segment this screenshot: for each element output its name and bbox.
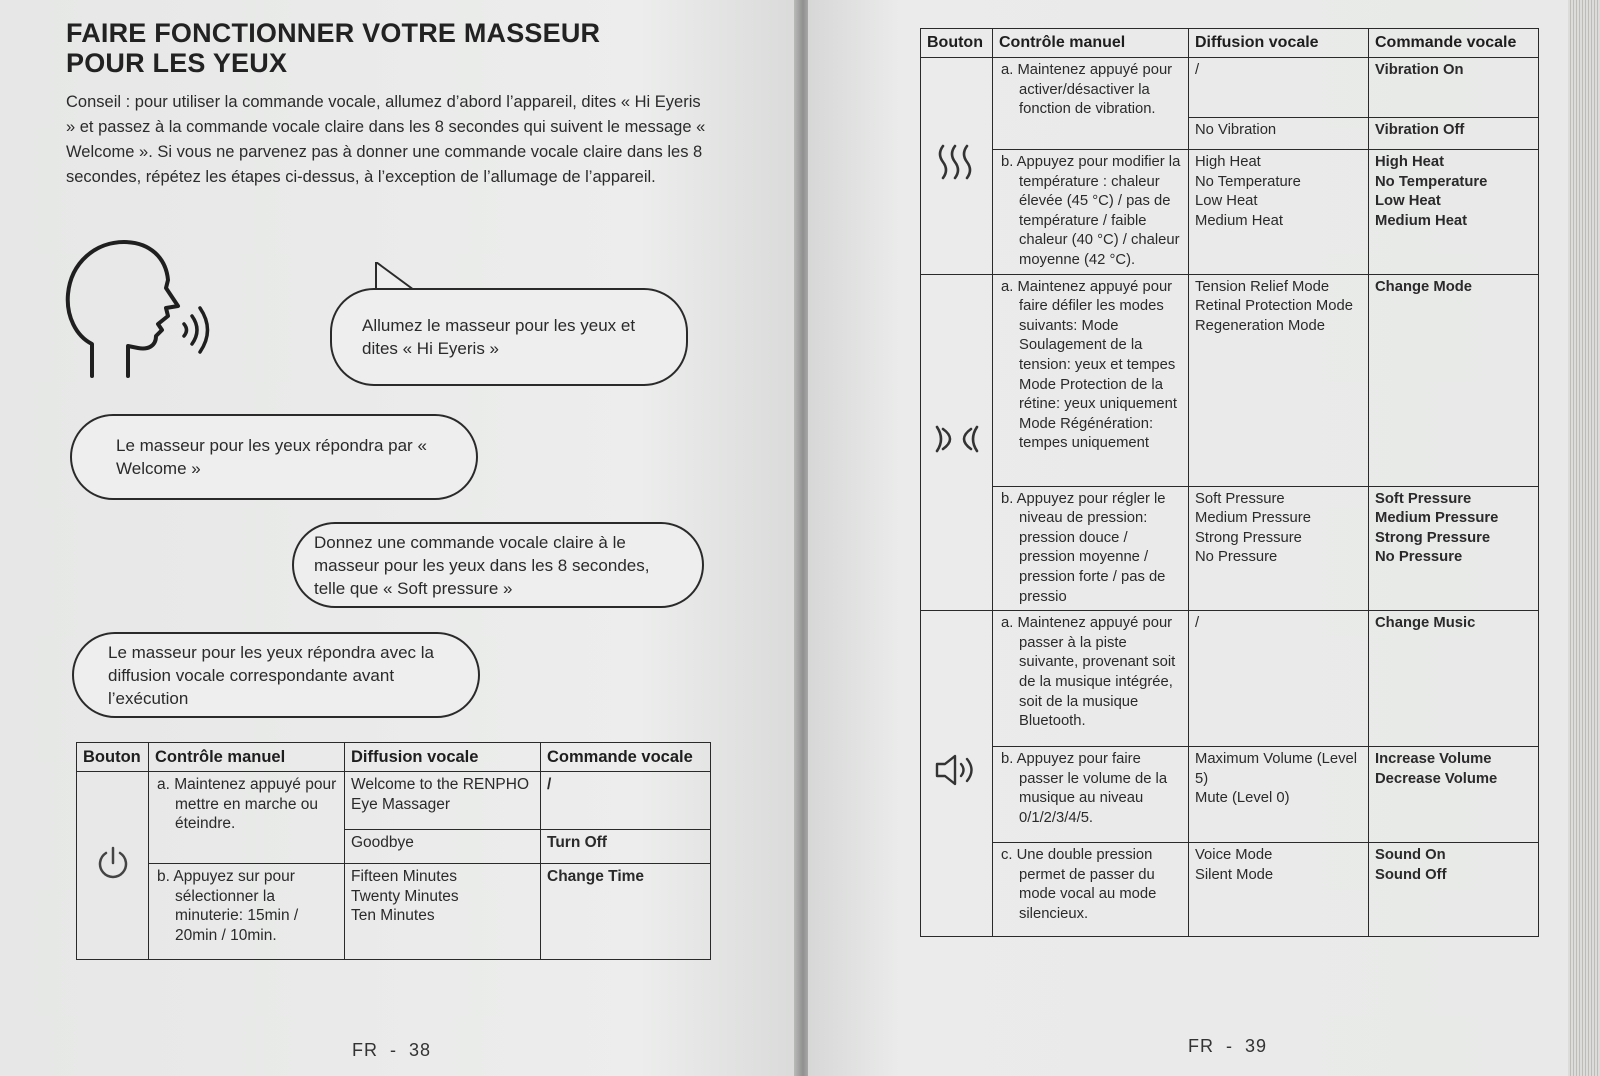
controls-table-functions (920, 28, 1539, 937)
power-icon (93, 843, 133, 883)
page-title (66, 18, 706, 78)
speaker-icon (933, 750, 981, 790)
broadcast-cell: High Heat No Temperature Low Heat Medium Heat (1189, 150, 1369, 275)
speech-bubble-welcome: Le masseur pour les yeux répondra par « Welcome » (70, 414, 478, 500)
manual-cell: b. Appuyez pour faire passer le volume de la musique au niveau 0/1/2/3/4/5. (993, 747, 1189, 843)
table-row (921, 611, 1539, 747)
table-row (77, 864, 711, 960)
col-header-broadcast: Diffusion vocale (345, 743, 541, 772)
heat-waves-icon (935, 140, 979, 184)
col-header-manual: Contrôle manuel (993, 29, 1189, 58)
speech-bubble-command: Donnez une commande vocale claire à le masseur pour les yeux dans les 8 secondes, telle que « Soft pressure » (292, 522, 704, 608)
command-cell: Sound On Sound Off (1369, 843, 1539, 937)
controls-table-power (76, 742, 711, 960)
col-header-command: Commande vocale (1369, 29, 1539, 58)
broadcast-cell: Voice Mode Silent Mode (1189, 843, 1369, 937)
command-cell: Vibration Off (1369, 118, 1539, 150)
table-row (921, 58, 1539, 118)
table-header-row (921, 29, 1539, 58)
right-page (808, 0, 1568, 1076)
broadcast-cell: Tension Relief Mode Retinal Protection Mode Regeneration Mode (1189, 274, 1369, 486)
command-cell: Change Music (1369, 611, 1539, 747)
manual-cell: a. Maintenez appuyé pour passer à la piste suivante, provenant soit de la musique intégrée, soit de la musique Bluetooth. (993, 611, 1189, 747)
col-header-button: Bouton (77, 743, 149, 772)
table-row (921, 843, 1539, 937)
broadcast-cell: / (1189, 611, 1369, 747)
broadcast-cell: Fifteen Minutes Twenty Minutes Ten Minutes (345, 864, 541, 960)
title-line-2: POUR LES YEUX (66, 48, 288, 78)
button-cell-pressure (921, 274, 993, 611)
table-header-row (77, 743, 711, 772)
pressure-mode-icon (933, 419, 981, 459)
command-cell: High Heat No Temperature Low Heat Medium Heat (1369, 150, 1539, 275)
speaking-head-icon (62, 236, 222, 386)
tip-paragraph: Conseil : pour utiliser la commande vocale, allumez d’abord l’appareil, dites « Hi Eyeris » et passez à la commande vocale claire dans les 8 secondes qui suivent le message « Welcome ». Si vous ne parvenez pas à donner une commande vocale claire dans les 8 secondes, répétez les étapes ci-dessus, à l’exception de l’allumage de l’appareil. (66, 93, 706, 186)
command-cell: Turn Off (541, 830, 711, 864)
title-line-1: FAIRE FONCTIONNER VOTRE MASSEUR (66, 18, 601, 48)
command-cell: Increase Volume Decrease Volume (1369, 747, 1539, 843)
broadcast-cell: Welcome to the RENPHO Eye Massager (345, 772, 541, 830)
manual-cell: a. Maintenez appuyé pour faire défiler les modes suivants: Mode Soulagement de la tension: yeux et tempes Mode Protection de la rétine: yeux uniquement Mode Régénération: tempes uniquement (993, 274, 1189, 486)
command-cell: Vibration On (1369, 58, 1539, 118)
manual-cell: a. Maintenez appuyé pour activer/désactiver la fonction de vibration. (993, 58, 1189, 150)
col-header-manual: Contrôle manuel (149, 743, 345, 772)
broadcast-cell: Goodbye (345, 830, 541, 864)
command-cell: Change Time (541, 864, 711, 960)
command-cell: / (541, 772, 711, 830)
command-cell: Soft Pressure Medium Pressure Strong Pressure No Pressure (1369, 486, 1539, 611)
speech-bubble-turn-on: Allumez le masseur pour les yeux et dites « Hi Eyeris » (330, 288, 688, 386)
broadcast-cell: Maximum Volume (Level 5) Mute (Level 0) (1189, 747, 1369, 843)
col-header-broadcast: Diffusion vocale (1189, 29, 1369, 58)
button-cell-sound (921, 611, 993, 937)
page-number-right: FR - 39 (1188, 1036, 1268, 1056)
table-row (921, 274, 1539, 486)
speech-bubble-response: Le masseur pour les yeux répondra avec la diffusion vocale correspondante avant l’exécution (72, 632, 480, 718)
manual-cell: b. Appuyez pour modifier la température : chaleur élevée (45 °C) / pas de température / faible chaleur (40 °C) / chaleur moyenne (42 °C). (993, 150, 1189, 275)
table-row (77, 772, 711, 830)
page-number-left: FR - 38 (352, 1040, 432, 1060)
button-cell-power (77, 772, 149, 960)
broadcast-cell: No Vibration (1189, 118, 1369, 150)
page-edges (1568, 0, 1600, 1076)
table-row (921, 150, 1539, 275)
col-header-button: Bouton (921, 29, 993, 58)
broadcast-cell: / (1189, 58, 1369, 118)
col-header-command: Commande vocale (541, 743, 711, 772)
manual-cell: c. Une double pression permet de passer du mode vocal au mode silencieux. (993, 843, 1189, 937)
manual-cell: a. Maintenez appuyé pour mettre en marche ou éteindre. (149, 772, 345, 864)
broadcast-cell: Soft Pressure Medium Pressure Strong Pressure No Pressure (1189, 486, 1369, 611)
manual-cell: b. Appuyez pour régler le niveau de pression: pression douce / pression moyenne / pression forte / pas de pressio (993, 486, 1189, 611)
table-row (921, 747, 1539, 843)
button-cell-heat (921, 58, 993, 275)
command-cell: Change Mode (1369, 274, 1539, 486)
table-row (921, 486, 1539, 611)
manual-cell: b. Appuyez sur pour sélectionner la minuterie: 15min / 20min / 10min. (149, 864, 345, 960)
